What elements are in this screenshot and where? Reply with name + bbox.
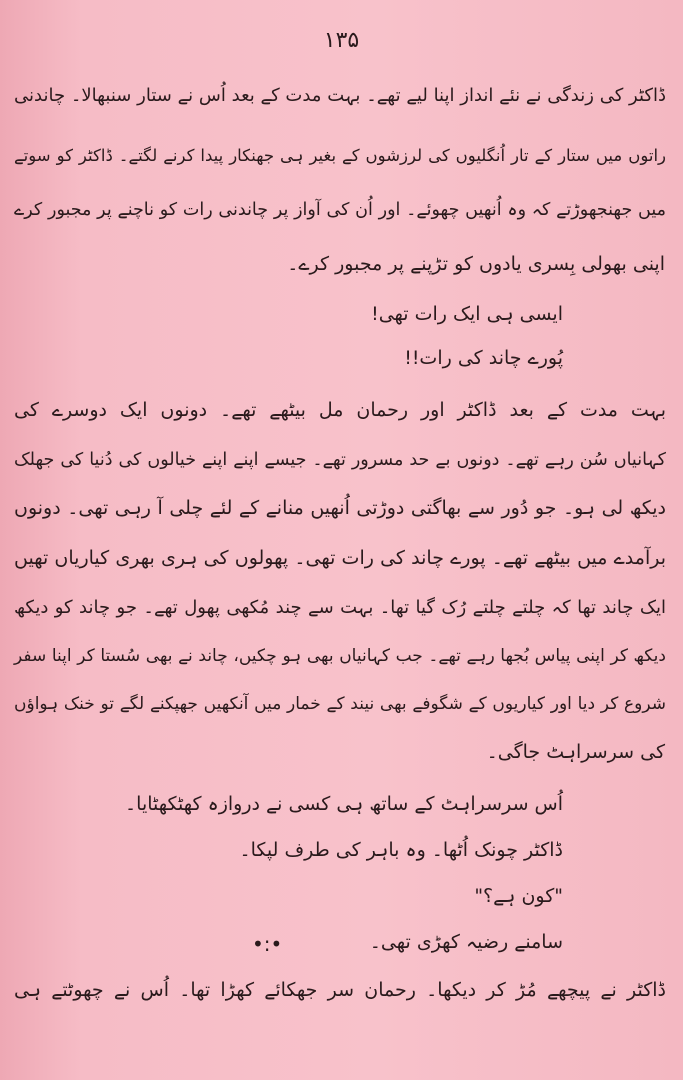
text-line: پُورے چاند کی رات!! [404,347,563,369]
text-line: سامنے رضیہ کھڑی تھی۔ [369,931,563,953]
text-line: ڈاکٹر چونک اُٹھا۔ وہ باہر کی طرف لپکا۔ [239,839,563,861]
text-line: راتوں میں ستار کے تار اُنگلیوں کی لرزشوں کے بغیر ہی جھنکار پیدا کرنے لگتے۔ ڈاکٹر کو سوتے [14,146,666,165]
text-line: ایک چاند تھا کہ چلتے چلتے رُک گیا تھا۔ بہت سے چند مُکھی پھول تھے۔ جو چاند کو دیکھ [14,597,666,618]
text-line: کہانیاں سُن رہے تھے۔ دونوں بے حد مسرور تھے۔ جیسے اپنے اپنے خیالوں کی دُنیا کی جھلک [14,450,666,470]
text-line: اُس سرسراہٹ کے ساتھ ہی کسی نے دروازہ کھٹکھٹایا۔ [125,793,563,815]
text-line: شروع کر دیا اور کیاریوں کے شگوفے بھی نیند کے خمار میں آنکھیں جھپکنے لگے تو خنک ہواؤں [14,694,666,714]
text-line: برآمدے میں بیٹھے تھے۔ پورے چاند کی رات تھی۔ پھولوں کی ہری بھری کیاریاں تھیں [14,547,666,569]
text-line: دیکھ لی ہو۔ جو دُور سے بھاگتی دوڑتی اُنھیں منانے کے لئے چلی آ رہی تھی۔ دونوں [14,497,666,519]
page-number: ۱۳۵ [323,28,360,53]
text-line: ڈاکٹر نے پیچھے مُڑ کر دیکھا۔ رحمان سر جھکائے کھڑا تھا۔ اُس نے چھوٹتے ہی [14,979,666,1001]
text-line: ایسی ہی ایک رات تھی! [371,303,563,325]
text-line: کی سرسراہٹ جاگی۔ [486,741,665,763]
text-line: دیکھ کر اپنی پیاس بُجھا رہے تھے۔ جب کہانیاں بھی ہو چکیں، چاند نے بھی سُستا کر اپنا سفر [14,646,666,666]
text-line: اپنی بھولی بِسری یادوں کو تڑپنے پر مجبور کرے۔ [287,253,665,275]
text-line: بہت مدت کے بعد ڈاکٹر اور رحمان مل بیٹھے تھے۔ دونوں ایک دوسرے کی [14,399,666,421]
section-ornament: •:• [252,932,283,956]
text-line: "کون ہے؟" [474,885,563,907]
text-line: میں جھنجھوڑتے کہ وہ اُنھیں چھوئے۔ اور اُن کی آواز پر چاندنی رات کو ناچنے پر مجبور کرے [14,200,666,220]
text-line: ڈاکٹر کی زندگی نے نئے انداز اپنا لیے تھے۔ بہت مدت کے بعد اُس نے ستار سنبھالا۔ چاندنی [14,85,666,106]
